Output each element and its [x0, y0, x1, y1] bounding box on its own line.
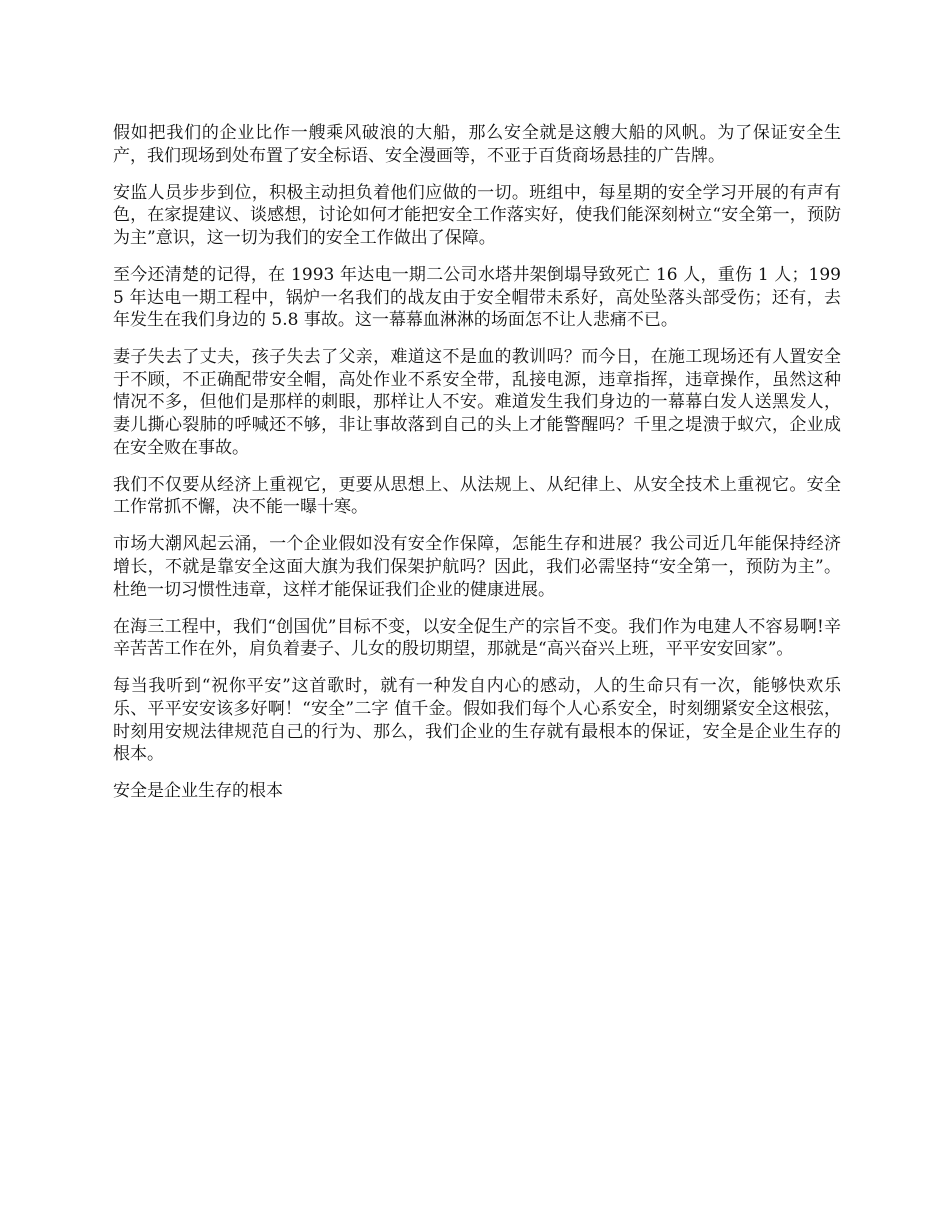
paragraph-1: 假如把我们的企业比作一艘乘风破浪的大船，那么安全就是这艘大船的风帆。为了保证安全生产，我们现场到处布置了安全标语、安全漫画等，不亚于百货商场悬挂的广告牌。 [113, 123, 841, 166]
paragraph-7: 在海三工程中，我们“创国优”目标不变，以安全促生产的宗旨不变。我们作为电建人不容易啊!辛辛苦苦工作在外，肩负着妻子、儿女的殷切期望，那就是“高兴奋兴上班，平平安安回家”。 [113, 616, 841, 660]
paragraph-4: 妻子失去了丈夫，孩子失去了父亲，难道这不是血的教训吗？而今日，在施工现场还有人置安全于不顾，不正确配带安全帽，高处作业不系安全带，乱接电源，违章指挥，违章操作，虽然这种情况不多，但他们是那样的刺眼，那样让人不安。难道发生我们身边的一幕幕白发人送黑发人，妻儿撕心裂肺的呼喊还不够，非让事故落到自己的头上才能警醒吗？千里之堤溃于蚁穴，企业成在安全败在事故。 [113, 347, 841, 458]
document-body [113, 122, 841, 817]
paragraph-8: 每当我听到“祝你平安”这首歌时，就有一种发自内心的感动，人的生命只有一次，能够快欢乐乐、平平安安该多好啊！“安全”二字 值千金。假如我们每个人心系安全，时刻绷紧安全这根弦，时刻用安规法律规范自己的行为、那么，我们企业的生存就有最根本的保证，安全是企业生存的根本。 [113, 676, 841, 765]
paragraph-6: 市场大潮风起云涌，一个企业假如没有安全作保障，怎能生存和进展？我公司近几年能保持经济增长，不就是靠安全这面大旗为我们保架护航吗？因此，我们必需坚持“安全第一，预防为主”。杜绝一切习惯性违章，这样才能保证我们企业的健康进展。 [113, 534, 841, 600]
paragraph-2: 安监人员步步到位，积极主动担负着他们应做的一切。班组中，每星期的安全学习开展的有声有色，在家提建议、谈感想，讨论如何才能把安全工作落实好，使我们能深刻树立“安全第一，预防为主”意识，这一切为我们的安全工作做出了保障。 [113, 182, 841, 248]
paragraph-3: 至今还清楚的记得，在 1993 年达电一期二公司水塔井架倒塌导致死亡 16 人，重伤 1 人；1995 年达电一期工程中，锅炉一名我们的战友由于安全帽带未系好，高处坠落头部受伤；还有，去年发生在我们身边的 5.8 事故。这一幕幕血淋淋的场面怎不让人悲痛不已。 [113, 264, 841, 331]
closing-line: 安全是企业生存的根本 [113, 781, 283, 802]
paragraph-5: 我们不仅要从经济上重视它，更要从思想上、从法规上、从纪律上、从安全技术上重视它。安全工作常抓不懈，决不能一曝十寒。 [113, 474, 841, 518]
